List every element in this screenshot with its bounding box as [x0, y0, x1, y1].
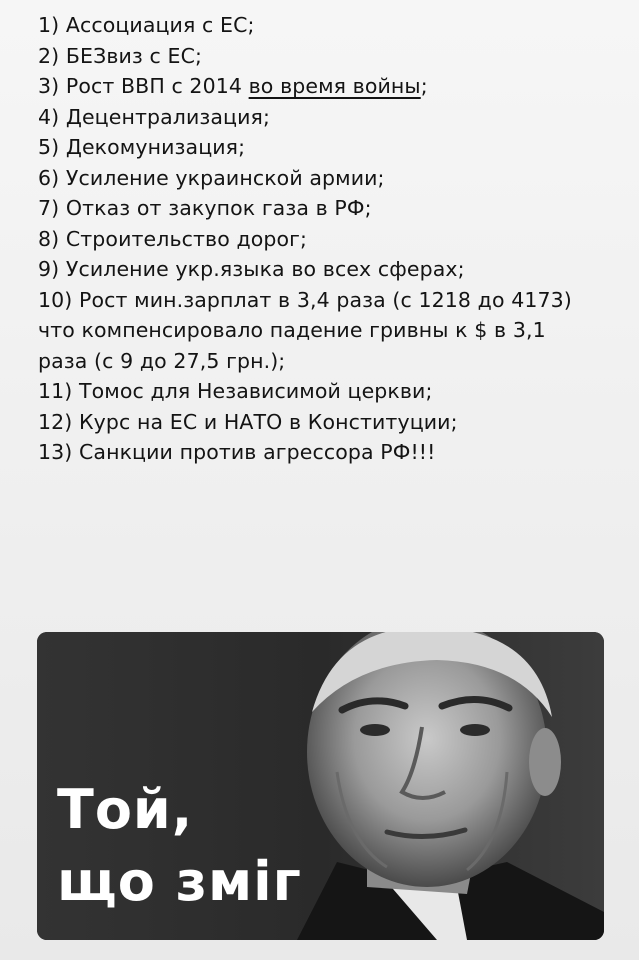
campaign-poster	[37, 632, 604, 940]
achievements-list	[38, 10, 618, 468]
list-item: 7) Отказ от закупок газа в РФ;	[38, 196, 372, 220]
list-item: 5) Декомунизация;	[38, 135, 246, 159]
list-item: 12) Курс на ЕС и НАТО в Конституции;	[38, 409, 458, 434]
list-item: 6) Усиление украинской армии;	[38, 165, 385, 190]
list-item: 10) Рост мин.зарплат в 3,4 раза (с 1218 до 4173) что компенсировало падение гривны к $ в 3,1 раза (с 9 до 27,5 грн.);	[38, 287, 572, 373]
list-item: 11) Томос для Независимой церкви;	[38, 379, 433, 403]
list-item	[38, 71, 618, 102]
list-item-text: 3) Рост ВВП с 2014	[38, 74, 249, 98]
list-item: 2) БЕЗвиз с ЕС;	[38, 43, 202, 68]
list-item-suffix: ;	[420, 74, 428, 98]
list-item: 8) Строительство дорог;	[38, 226, 308, 251]
list-item: 4) Децентрализация;	[38, 104, 270, 129]
list-item: 9) Усиление укр.языка во всех сферах;	[38, 257, 465, 281]
list-item: 13) Санкции против агрессора РФ!!!	[38, 440, 436, 464]
underlined-phrase: во время войны	[248, 74, 421, 98]
slogan-line-1: Той,	[57, 778, 194, 841]
slogan-line-2: що зміг	[57, 850, 302, 913]
list-item: 1) Ассоциация с ЕС;	[38, 13, 255, 37]
